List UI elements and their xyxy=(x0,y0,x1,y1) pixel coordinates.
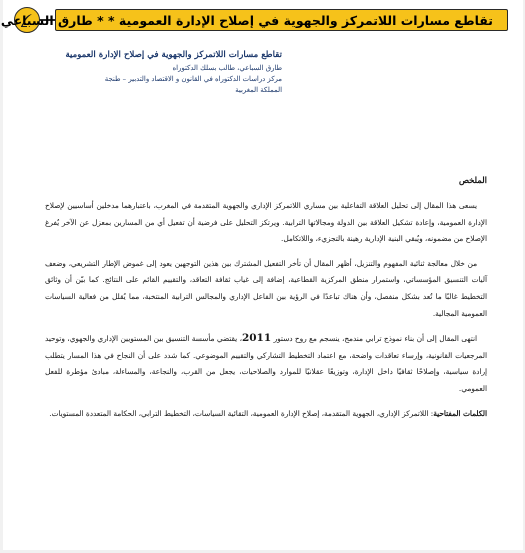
abstract-section xyxy=(45,174,487,422)
article-title-banner: تقاطع مسارات اللاتمركز والجهوية في إصلاح الإدارة العمومية * * طارق السباعي xyxy=(0,12,493,28)
abstract-paragraph-3 xyxy=(45,330,487,397)
paragraph-3-rest: ، يقتضي مأسسة التنسيق بين المستويين الإداري والجهوي، وتوحيد المرجعيات القانونية، وإرساء تعاقدات واضحة، مع اعتماد التخطيط التشاركي والتقييم الموضوعي. كما شدد على أن النجاح في هذا المسار يتطلب إرادة سياسية، وإصلاحًا ثقافيًا داخل الإدارة، وتوزيعًا عقلانيًا للموارد والصلاحيات، يجعل من القرب، والنجاعة، والمساءلة، مبادئ مؤطرة للفعل العمومي. xyxy=(45,334,487,393)
affiliation-line: مركز دراسات الدكتوراه في القانون و الاقتصاد والتدبير – طنجة xyxy=(104,75,282,83)
keywords-label: الكلمات المفتاحية xyxy=(433,408,487,418)
country-line: المملكة المغربية xyxy=(235,86,282,94)
article-title: تقاطع مسارات اللاتمركز والجهوية في إصلاح الإدارة العمومية xyxy=(65,50,282,60)
title-banner xyxy=(0,7,513,34)
keywords-list: : اللاتمركز الإداري، الجهوية المتقدمة، إصلاح الإدارة العمومية، التقائية السياسات، التخطيط الترابي، الحكامة المتعددة المستويات. xyxy=(49,408,434,418)
abstract-paragraph-1: يسعى هذا المقال إلى تحليل العلاقة التفاعلية بين مساري اللاتمركز الإداري والجهوية المتقدمة في المغرب، باعتبارهما مدخلين أساسيين لإصلاح الإدارة العمومية، وإعادة تشكيل العلاقة بين الدولة ومجالاتها الترابية. ويرتكز التحليل على فرضية أن تفعيل أي من المسارين بمعزل عن الآخر يُفرغ الإصلاح من مضمونه، ويُبقي البنية الإدارية رهينة بالتجزيء، واللاتكامل. xyxy=(45,201,487,244)
keywords-paragraph xyxy=(45,406,487,423)
author-line: طارق السباعي، طالب بسلك الدكتوراه xyxy=(172,64,282,72)
title-box xyxy=(0,9,508,31)
constitution-year: 2011 xyxy=(241,332,272,345)
abstract-paragraph-2: من خلال معالجة ثنائية المفهوم والتنزيل، أظهر المقال أن تأخر التفعيل المشترك بين هذين التوجهين يعود إلى غموض الإطار التشريعي، وضعف آليات التنسيق المؤسساتي، واستمرار منطق المركزية القطاعية، إضافة إلى غياب ثقافة التعاقد، والتقييم القائم على النتائج. كما بيّن أن وثائق التخطيط غالبًا ما تُعد بشكل منفصل، وأن هناك تباعدًا في الرؤية بين الفاعل الإداري والمجالس الترابية المنتخبة، مما يُقلل من فعالية السياسات العمومية المجالية. xyxy=(45,258,487,318)
abstract-heading: الملخص xyxy=(458,175,487,185)
paragraph-3-lead: انتهى المقال إلى أن بناء نموذج ترابي مندمج، ينسجم مع روح دستور xyxy=(271,334,477,344)
article-header xyxy=(42,48,282,96)
page-edge-left xyxy=(0,0,3,553)
